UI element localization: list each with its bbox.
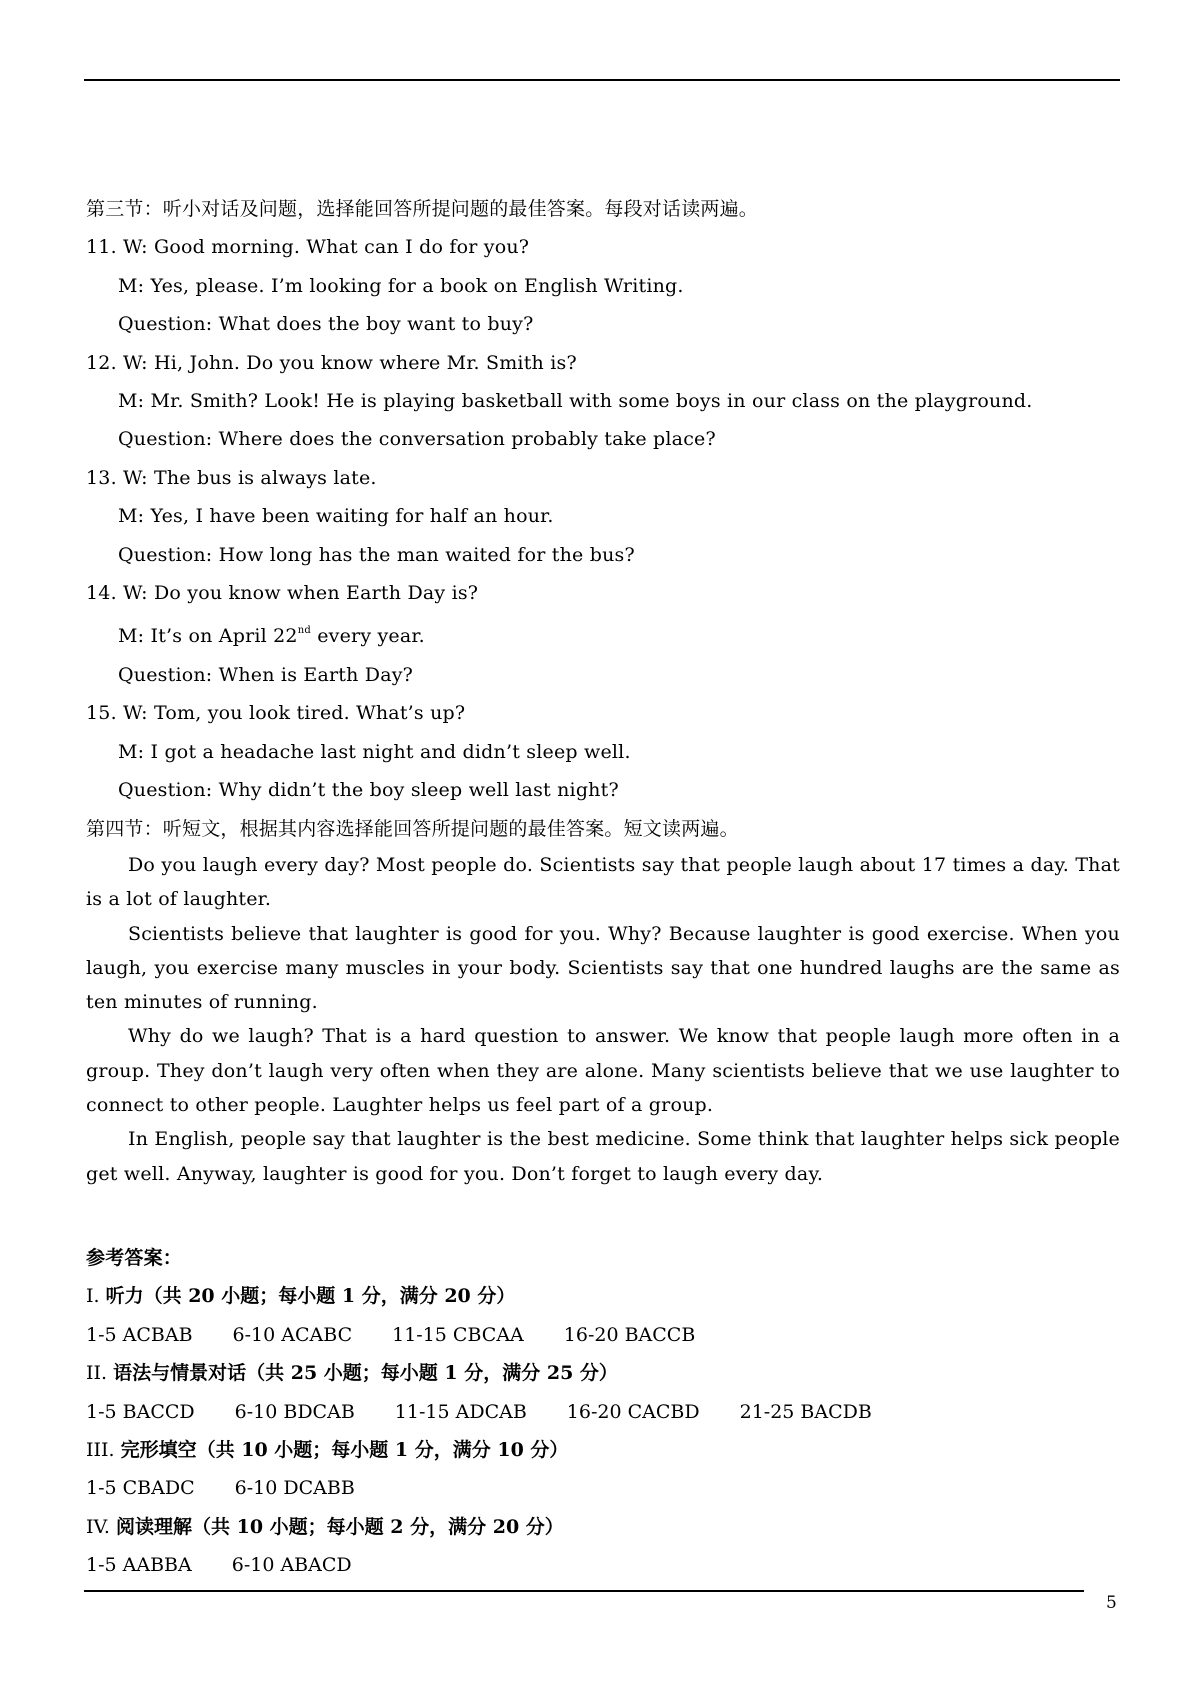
ordinal-suffix: nd xyxy=(297,625,311,637)
header-rule xyxy=(84,79,1120,81)
dialog-14 xyxy=(86,574,1120,694)
dialog-12 xyxy=(86,344,1120,459)
part-label: 阅读理解（共 10 小题；每小题 2 分，满分 20 分） xyxy=(116,1515,564,1538)
dialog-question: Question: When is Earth Day? xyxy=(118,663,414,686)
answer-part-heading xyxy=(86,1354,1120,1392)
answer-group: 1-5 CBADC xyxy=(86,1477,195,1500)
dialog-woman-line: 13. W: The bus is always late. xyxy=(86,466,377,489)
answer-group: 6-10 ABACD xyxy=(231,1554,352,1577)
answer-row xyxy=(86,1469,1120,1507)
dialog-man-line: M: Yes, I have been waiting for half an hour. xyxy=(118,505,554,528)
section3-heading: 第三节：听小对话及问题，选择能回答所提问题的最佳答案。每段对话读两遍。 xyxy=(86,198,759,220)
answer-part-heading xyxy=(86,1508,1120,1546)
footer-rule xyxy=(84,1590,1084,1592)
dialog-man-line: M: Mr. Smith? Look! He is playing basketball with some boys in our class on the playground. xyxy=(118,390,1033,413)
answer-row xyxy=(86,1393,1120,1431)
dialog-question: Question: Why didn’t the boy sleep well last night? xyxy=(118,779,619,802)
answer-group: 16-20 CACBD xyxy=(566,1400,700,1423)
dialog-woman-line: 11. W: Good morning. What can I do for you? xyxy=(86,236,530,259)
answer-key-title: 参考答案： xyxy=(86,1246,183,1269)
answer-group: 11-15 ADCAB xyxy=(394,1400,527,1423)
answer-group: 6-10 ACABC xyxy=(232,1323,353,1346)
answer-group: 1-5 BACCD xyxy=(86,1400,195,1423)
spacer xyxy=(86,1191,1120,1239)
answer-part-4 xyxy=(86,1508,1120,1585)
man-line-text-end: every year. xyxy=(310,625,425,648)
answer-part-1 xyxy=(86,1277,1120,1354)
dialog-woman-line: 12. W: Hi, John. Do you know where Mr. Smith is? xyxy=(86,351,577,374)
dialog-question: Question: Where does the conversation probably take place? xyxy=(118,428,716,451)
part-numeral: I. xyxy=(86,1285,100,1308)
answer-part-3 xyxy=(86,1431,1120,1508)
man-line-text: M: It’s on April 22 xyxy=(118,625,298,648)
answer-part-heading xyxy=(86,1431,1120,1469)
page-number: 5 xyxy=(1106,1593,1117,1613)
dialog-man-line: M: Yes, please. I’m looking for a book on English Writing. xyxy=(118,274,684,297)
part-label: 听力（共 20 小题；每小题 1 分，满分 20 分） xyxy=(105,1285,516,1308)
part-numeral: III. xyxy=(86,1438,115,1461)
dialog-man-line: M: I got a headache last night and didn’t sleep well. xyxy=(118,740,631,763)
section4-heading: 第四节：听短文，根据其内容选择能回答所提问题的最佳答案。短文读两遍。 xyxy=(86,817,739,840)
answer-row xyxy=(86,1316,1120,1354)
answer-part-heading xyxy=(86,1277,1120,1315)
part-numeral: IV. xyxy=(86,1515,110,1538)
dialog-man-line xyxy=(86,612,1120,655)
dialog-13 xyxy=(86,459,1120,574)
passage-paragraph: Do you laugh every day? Most people do. Scientists say that people laugh about 17 times a day. That is a lot of laughter. xyxy=(86,853,1120,911)
answer-group: 16-20 BACCB xyxy=(563,1323,696,1346)
part-numeral: II. xyxy=(86,1362,108,1385)
answer-part-2 xyxy=(86,1354,1120,1431)
dialog-question: Question: How long has the man waited for the bus? xyxy=(118,543,635,566)
answer-row xyxy=(86,1546,1120,1584)
passage-paragraph: Why do we laugh? That is a hard question to answer. We know that people laugh more often in a group. They don’t laugh very often when they are alone. Many scientists believe that we use laughter to connect to other people. Laughter helps us feel part of a group. xyxy=(86,1025,1120,1116)
page-body xyxy=(86,190,1120,1585)
answer-group: 6-10 BDCAB xyxy=(234,1400,355,1423)
passage-paragraph: Scientists believe that laughter is good for you. Why? Because laughter is good exercise. When you laugh, you exercise many muscles in your body. Scientists say that one hundred laughs are the same as ten minutes of running. xyxy=(86,922,1120,1014)
dialog-woman-line: 14. W: Do you know when Earth Day is? xyxy=(86,582,479,605)
dialog-15 xyxy=(86,694,1120,809)
part-label: 完形填空（共 10 小题；每小题 1 分，满分 10 分） xyxy=(120,1438,569,1461)
passage-paragraph: In English, people say that laughter is the best medicine. Some think that laughter helps sick people get well. Anyway, laughter is good for you. Don’t forget to laugh every day. xyxy=(86,1128,1120,1185)
answer-group: 11-15 CBCAA xyxy=(392,1323,524,1346)
answer-group: 1-5 ACBAB xyxy=(86,1323,193,1346)
dialog-11 xyxy=(86,228,1120,343)
answer-group: 21-25 BACDB xyxy=(739,1400,872,1423)
answer-group: 6-10 DCABB xyxy=(234,1477,355,1500)
dialog-woman-line: 15. W: Tom, you look tired. What’s up? xyxy=(86,702,466,725)
answer-group: 1-5 AABBA xyxy=(86,1554,192,1577)
dialog-question: Question: What does the boy want to buy? xyxy=(118,313,534,336)
part-label: 语法与情景对话（共 25 小题；每小题 1 分，满分 25 分） xyxy=(113,1362,618,1385)
